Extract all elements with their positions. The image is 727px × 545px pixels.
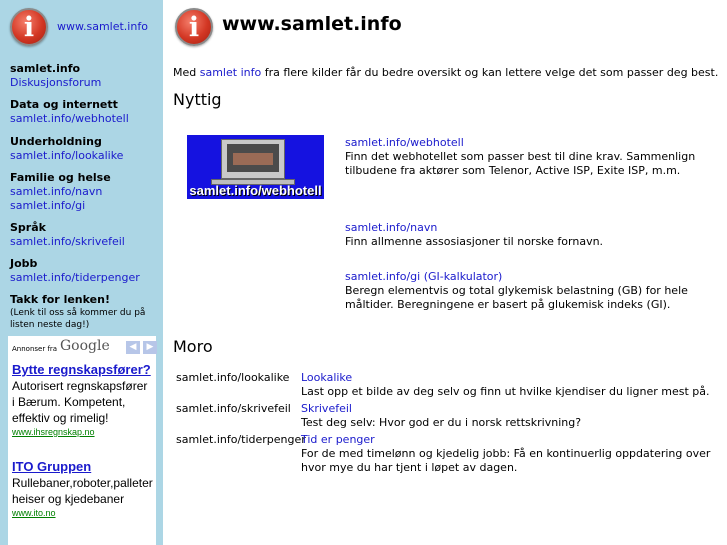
- sidebar-group-samlet: [10, 62, 101, 90]
- fun-row-text: Last opp et bilde av deg selv og finn ut hvilke kjendiser du ligner mest på.: [301, 385, 710, 398]
- banner-text: samlet.info/webhotell: [189, 183, 322, 198]
- ad-item: [12, 458, 152, 520]
- ad-next-icon[interactable]: ▶: [143, 341, 157, 354]
- ad-prev-icon[interactable]: ◀: [126, 341, 140, 354]
- ad-item: [12, 361, 152, 439]
- ad-text: Rullebaner,roboter,palleter heiser og kjedebaner: [12, 476, 153, 506]
- sidebar-thanks: [10, 293, 158, 331]
- sidebar-link-lookalike[interactable]: samlet.info/lookalike: [10, 149, 124, 162]
- sidebar-site-link[interactable]: www.samlet.info: [57, 20, 148, 33]
- fun-row-link[interactable]: Skrivefeil: [301, 402, 352, 415]
- google-label[interactable]: Google: [60, 338, 110, 354]
- ad-header: [12, 338, 152, 358]
- webhotell-banner[interactable]: [187, 135, 324, 199]
- sidebar-group-title: Jobb: [10, 257, 38, 270]
- fun-row-label: samlet.info/lookalike: [176, 371, 290, 384]
- sidebar-group-title: Data og internett: [10, 98, 118, 111]
- sidebar-link-navn[interactable]: samlet.info/navn: [10, 185, 103, 198]
- sidebar: [0, 0, 163, 545]
- sidebar-link-gi[interactable]: samlet.info/gi: [10, 199, 86, 212]
- sidebar-link-webhotell[interactable]: samlet.info/webhotell: [10, 112, 129, 125]
- fun-heading: Moro: [173, 337, 213, 356]
- sidebar-group-jobb: [10, 257, 140, 285]
- sidebar-group-underholdning: [10, 135, 123, 163]
- useful-heading: Nyttig: [173, 90, 222, 109]
- useful-item-text: Finn allmenne assosiasjoner til norske fornavn.: [345, 235, 604, 248]
- sidebar-group-familie: [10, 171, 111, 213]
- sidebar-group-data: [10, 98, 129, 126]
- fun-row-label: samlet.info/tiderpenger: [176, 433, 306, 446]
- ad-text: Autorisert regnskapsfører i Bærum. Kompetent, effektiv og rimelig!: [12, 379, 148, 425]
- ad-url-link[interactable]: www.ihsregnskap.no: [12, 427, 95, 437]
- intro-suffix: fra flere kilder får du bedre oversikt og kan lettere velge det som passer deg best.: [261, 66, 719, 79]
- intro-text: [173, 66, 718, 79]
- info-logo-icon[interactable]: i: [175, 8, 213, 46]
- sidebar-group-title: Språk: [10, 221, 46, 234]
- useful-item: [345, 136, 715, 178]
- fun-row-text: For de med timelønn og kjedelig jobb: Få en kontinuerlig oppdatering over hvor mye du har tjent i løpet av dagen.: [301, 447, 711, 474]
- sidebar-group-title: Familie og helse: [10, 171, 111, 184]
- sidebar-link-skrivefeil[interactable]: samlet.info/skrivefeil: [10, 235, 125, 248]
- thanks-note: (Lenk til oss så kommer du på listen neste dag!): [10, 308, 146, 330]
- intro-prefix: Med: [173, 66, 200, 79]
- ad-title-link[interactable]: Bytte regnskapsfører?: [12, 362, 151, 377]
- sidebar-group-title: Underholdning: [10, 135, 102, 148]
- useful-item-link[interactable]: samlet.info/webhotell: [345, 136, 464, 149]
- sidebar-link-diskusjonsforum[interactable]: Diskusjonsforum: [10, 76, 102, 89]
- computer-monitor-icon: [221, 139, 285, 179]
- useful-item-text: Beregn elementvis og total glykemisk belastning (GB) for hele måltider. Beregningene er basert på glukemisk indeks (GI).: [345, 284, 688, 311]
- useful-item: [345, 270, 715, 312]
- useful-item-link[interactable]: samlet.info/navn: [345, 221, 438, 234]
- useful-item-link[interactable]: samlet.info/gi (GI-kalkulator): [345, 270, 503, 283]
- fun-row-link[interactable]: Lookalike: [301, 371, 353, 384]
- sidebar-group-sprak: [10, 221, 125, 249]
- intro-link[interactable]: samlet info: [199, 66, 262, 79]
- fun-row-text: Test deg selv: Hvor god er du i norsk rettskrivning?: [301, 416, 582, 429]
- fun-row-label: samlet.info/skrivefeil: [176, 402, 291, 415]
- useful-item: [345, 221, 715, 249]
- sidebar-group-title: samlet.info: [10, 62, 81, 75]
- info-logo-icon[interactable]: i: [10, 8, 48, 46]
- ad-by-label: Annonser fra: [12, 345, 58, 353]
- useful-item-text: Finn det webhotellet som passer best til dine krav. Sammenlign tilbudene fra aktører som Telenor, Active ISP, Exite ISP, m.m.: [345, 150, 696, 177]
- ad-box: [8, 336, 156, 545]
- fun-row-link[interactable]: Tid er penger: [301, 433, 375, 446]
- ad-title-link[interactable]: ITO Gruppen: [12, 459, 92, 474]
- ad-url-link[interactable]: www.ito.no: [12, 508, 56, 518]
- sidebar-link-tiderpenger[interactable]: samlet.info/tiderpenger: [10, 271, 140, 284]
- thanks-title: Takk for lenken!: [10, 293, 110, 306]
- page-title: www.samlet.info: [222, 13, 402, 35]
